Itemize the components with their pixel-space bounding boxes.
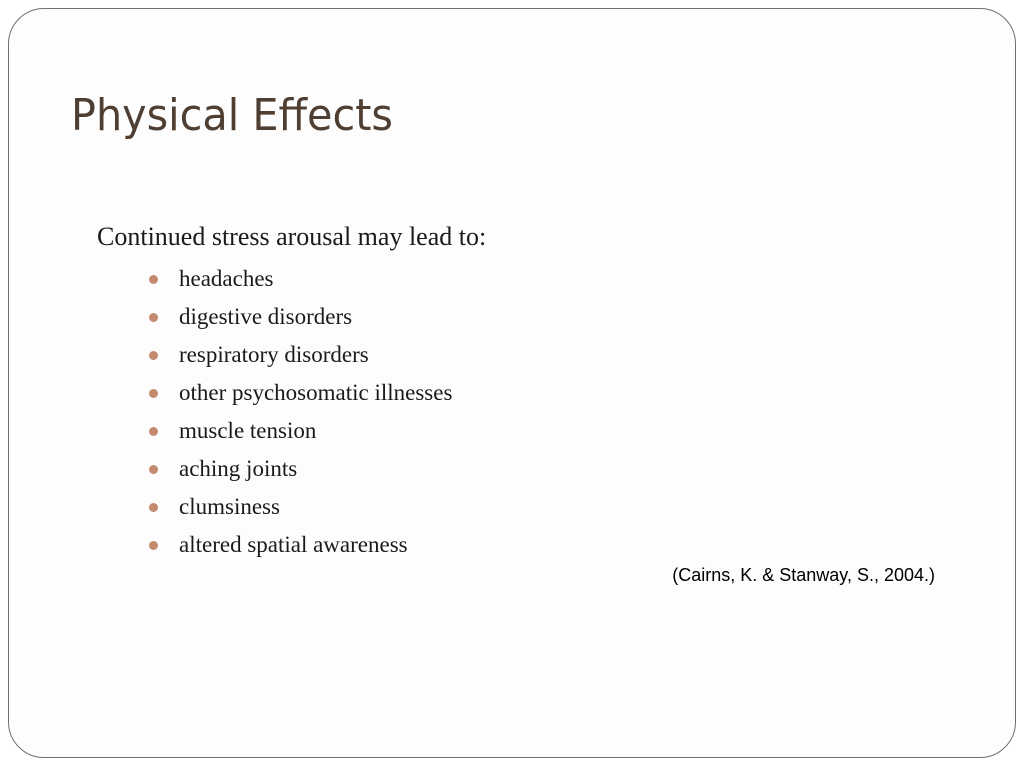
bullet-dot-icon — [149, 427, 158, 436]
bullet-item — [149, 488, 452, 526]
bullet-dot-icon — [149, 541, 158, 550]
citation: (Cairns, K. & Stanway, S., 2004.) — [672, 565, 935, 585]
slide-title: Physical Effects — [71, 90, 393, 141]
bullet-dot-icon — [149, 275, 158, 284]
bullet-text: altered spatial awareness — [179, 532, 408, 557]
bullet-text: muscle tension — [179, 418, 317, 443]
bullet-text: aching joints — [179, 456, 298, 481]
bullet-item — [149, 374, 452, 412]
bullet-item — [149, 260, 452, 298]
slide-frame — [8, 8, 1016, 758]
bullet-text: other psychosomatic illnesses — [179, 380, 453, 405]
bullet-dot-icon — [149, 313, 158, 322]
bullet-item — [149, 412, 452, 450]
bullet-text: digestive disorders — [179, 304, 353, 329]
bullet-text: headaches — [179, 266, 274, 291]
bullet-item — [149, 336, 452, 374]
bullet-text: clumsiness — [179, 494, 280, 519]
intro-text: Continued stress arousal may lead to: — [97, 222, 487, 251]
bullet-item — [149, 298, 452, 336]
bullet-dot-icon — [149, 503, 158, 512]
bullet-dot-icon — [149, 351, 158, 360]
bullet-text: respiratory disorders — [179, 342, 369, 367]
bullet-dot-icon — [149, 389, 158, 398]
bullet-item — [149, 450, 452, 488]
bullet-list — [149, 260, 452, 564]
bullet-item — [149, 526, 452, 564]
bullet-dot-icon — [149, 465, 158, 474]
